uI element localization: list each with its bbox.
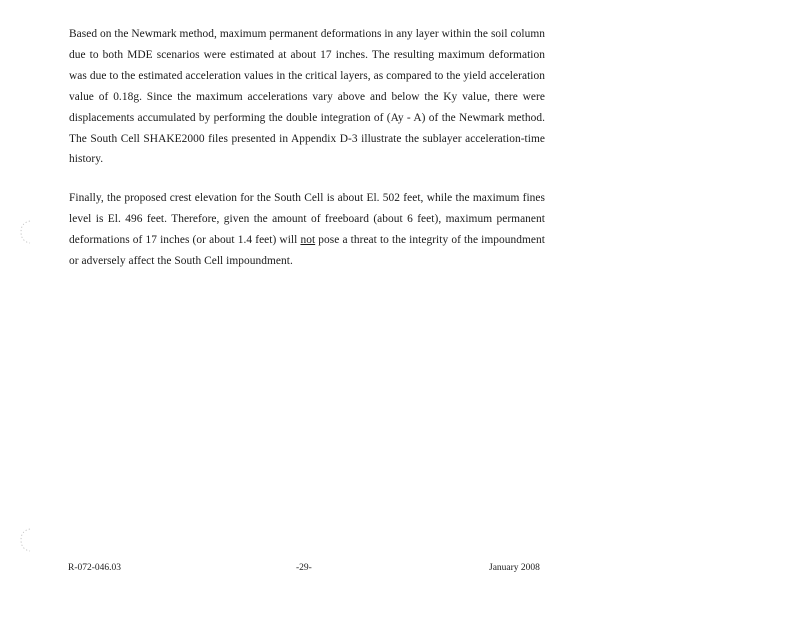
paragraph-2-text-start: Finally, the proposed crest elevation for the South Cell is about El. 502 feet, while the maximum fines level is El. 496 feet. Therefore, given the amount of freeboard (about 6 feet), maximum permanent deformations of 17 inches (or about 1.4 feet) will	[69, 192, 545, 246]
report-number: R-072-046.03	[68, 563, 122, 573]
punch-hole-mark-icon	[14, 218, 36, 246]
page-number: -29-	[296, 563, 312, 573]
report-date: January 2008	[489, 563, 540, 573]
punch-hole-mark-icon	[14, 526, 36, 554]
paragraph-1-text: Based on the Newmark method, maximum permanent deformations in any layer within the soil column due to both MDE scenarios were estimated at about 17 inches. The resulting maximum deformation was due to the estimated acceleration values in the critical layers, as compared to the yield acceleration value of 0.18g. Since the maximum accelerations vary above and below the Ky value, there were displacements accumulated by performing the double integration of (Ay - A) of the Newmark method. The South Cell SHAKE2000 files presented in Appendix D-3 illustrate the sublayer acceleration-time history.	[69, 28, 545, 166]
body-paragraph-newmark-method	[69, 24, 545, 170]
underlined-not-emphasis: not	[300, 233, 316, 246]
paragraph-2-text-end: pose a threat to the integrity of the impoundment or adversely affect the South Cell impoundment.	[69, 233, 545, 267]
body-paragraph-crest-elevation	[69, 188, 545, 272]
